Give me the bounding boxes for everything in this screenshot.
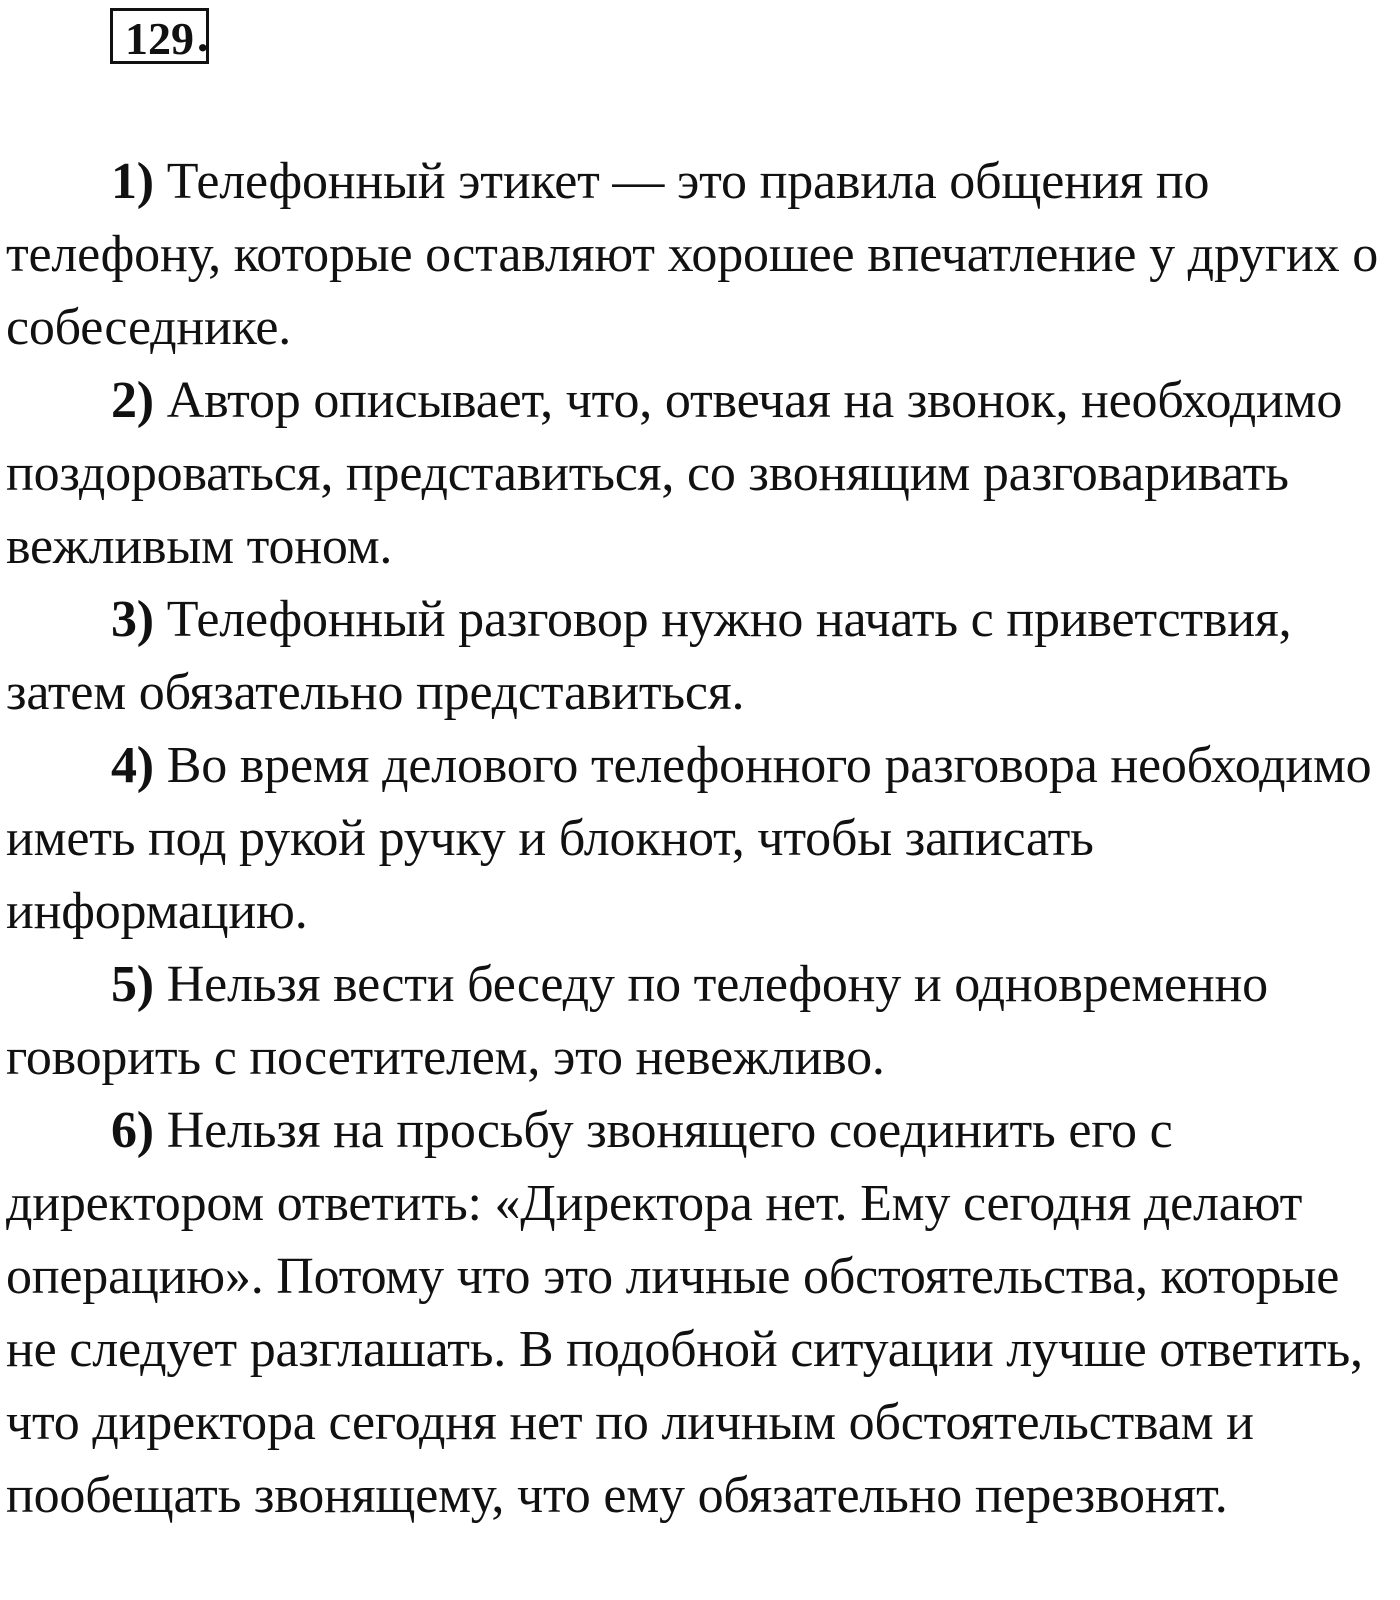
- answer-number: 3): [111, 591, 154, 648]
- answer-number: 6): [111, 1102, 154, 1159]
- answer-paragraph-6: [6, 1094, 1398, 1532]
- task-number: 129: [125, 13, 194, 64]
- answer-number: 4): [111, 737, 154, 794]
- answer-number: 2): [111, 372, 154, 429]
- answer-paragraph-5: [6, 948, 1398, 1094]
- task-number-suffix: .: [197, 10, 209, 61]
- answer-text: Нельзя вести беседу по телефону и одновременно говорить с посетителем, это невежливо.: [6, 956, 1268, 1086]
- answer-paragraph-1: [6, 145, 1398, 364]
- answer-text: Телефонный разговор нужно начать с приветствия, затем обязательно представиться.: [6, 591, 1292, 721]
- task-header: [110, 8, 209, 64]
- answer-body: [6, 145, 1398, 1532]
- answer-paragraph-4: [6, 729, 1398, 948]
- answer-paragraph-2: [6, 364, 1398, 583]
- answer-text: Нельзя на просьбу звонящего соединить его с директором ответить: «Директора нет. Ему сегодня делают операцию». Потому что это личные обстоятельства, которые не следует разглашать. В подобной ситуации лучше ответить, что директора сегодня нет по личным обстоятельствам и пообещать звонящему, что ему обязательно перезвонят.: [6, 1102, 1363, 1524]
- task-number-box: [110, 8, 209, 64]
- answer-number: 5): [111, 956, 154, 1013]
- answer-text: Автор описывает, что, отвечая на звонок, необходимо поздороваться, представиться, со звонящим разговаривать вежливым тоном.: [6, 372, 1343, 575]
- answer-text: Во время делового телефонного разговора необходимо иметь под рукой ручку и блокнот, чтобы записать информацию.: [6, 737, 1372, 940]
- answer-text: Телефонный этикет — это правила общения по телефону, которые оставляют хорошее впечатление у других о собеседнике.: [6, 153, 1379, 356]
- answer-paragraph-3: [6, 583, 1398, 729]
- answer-number: 1): [111, 153, 154, 210]
